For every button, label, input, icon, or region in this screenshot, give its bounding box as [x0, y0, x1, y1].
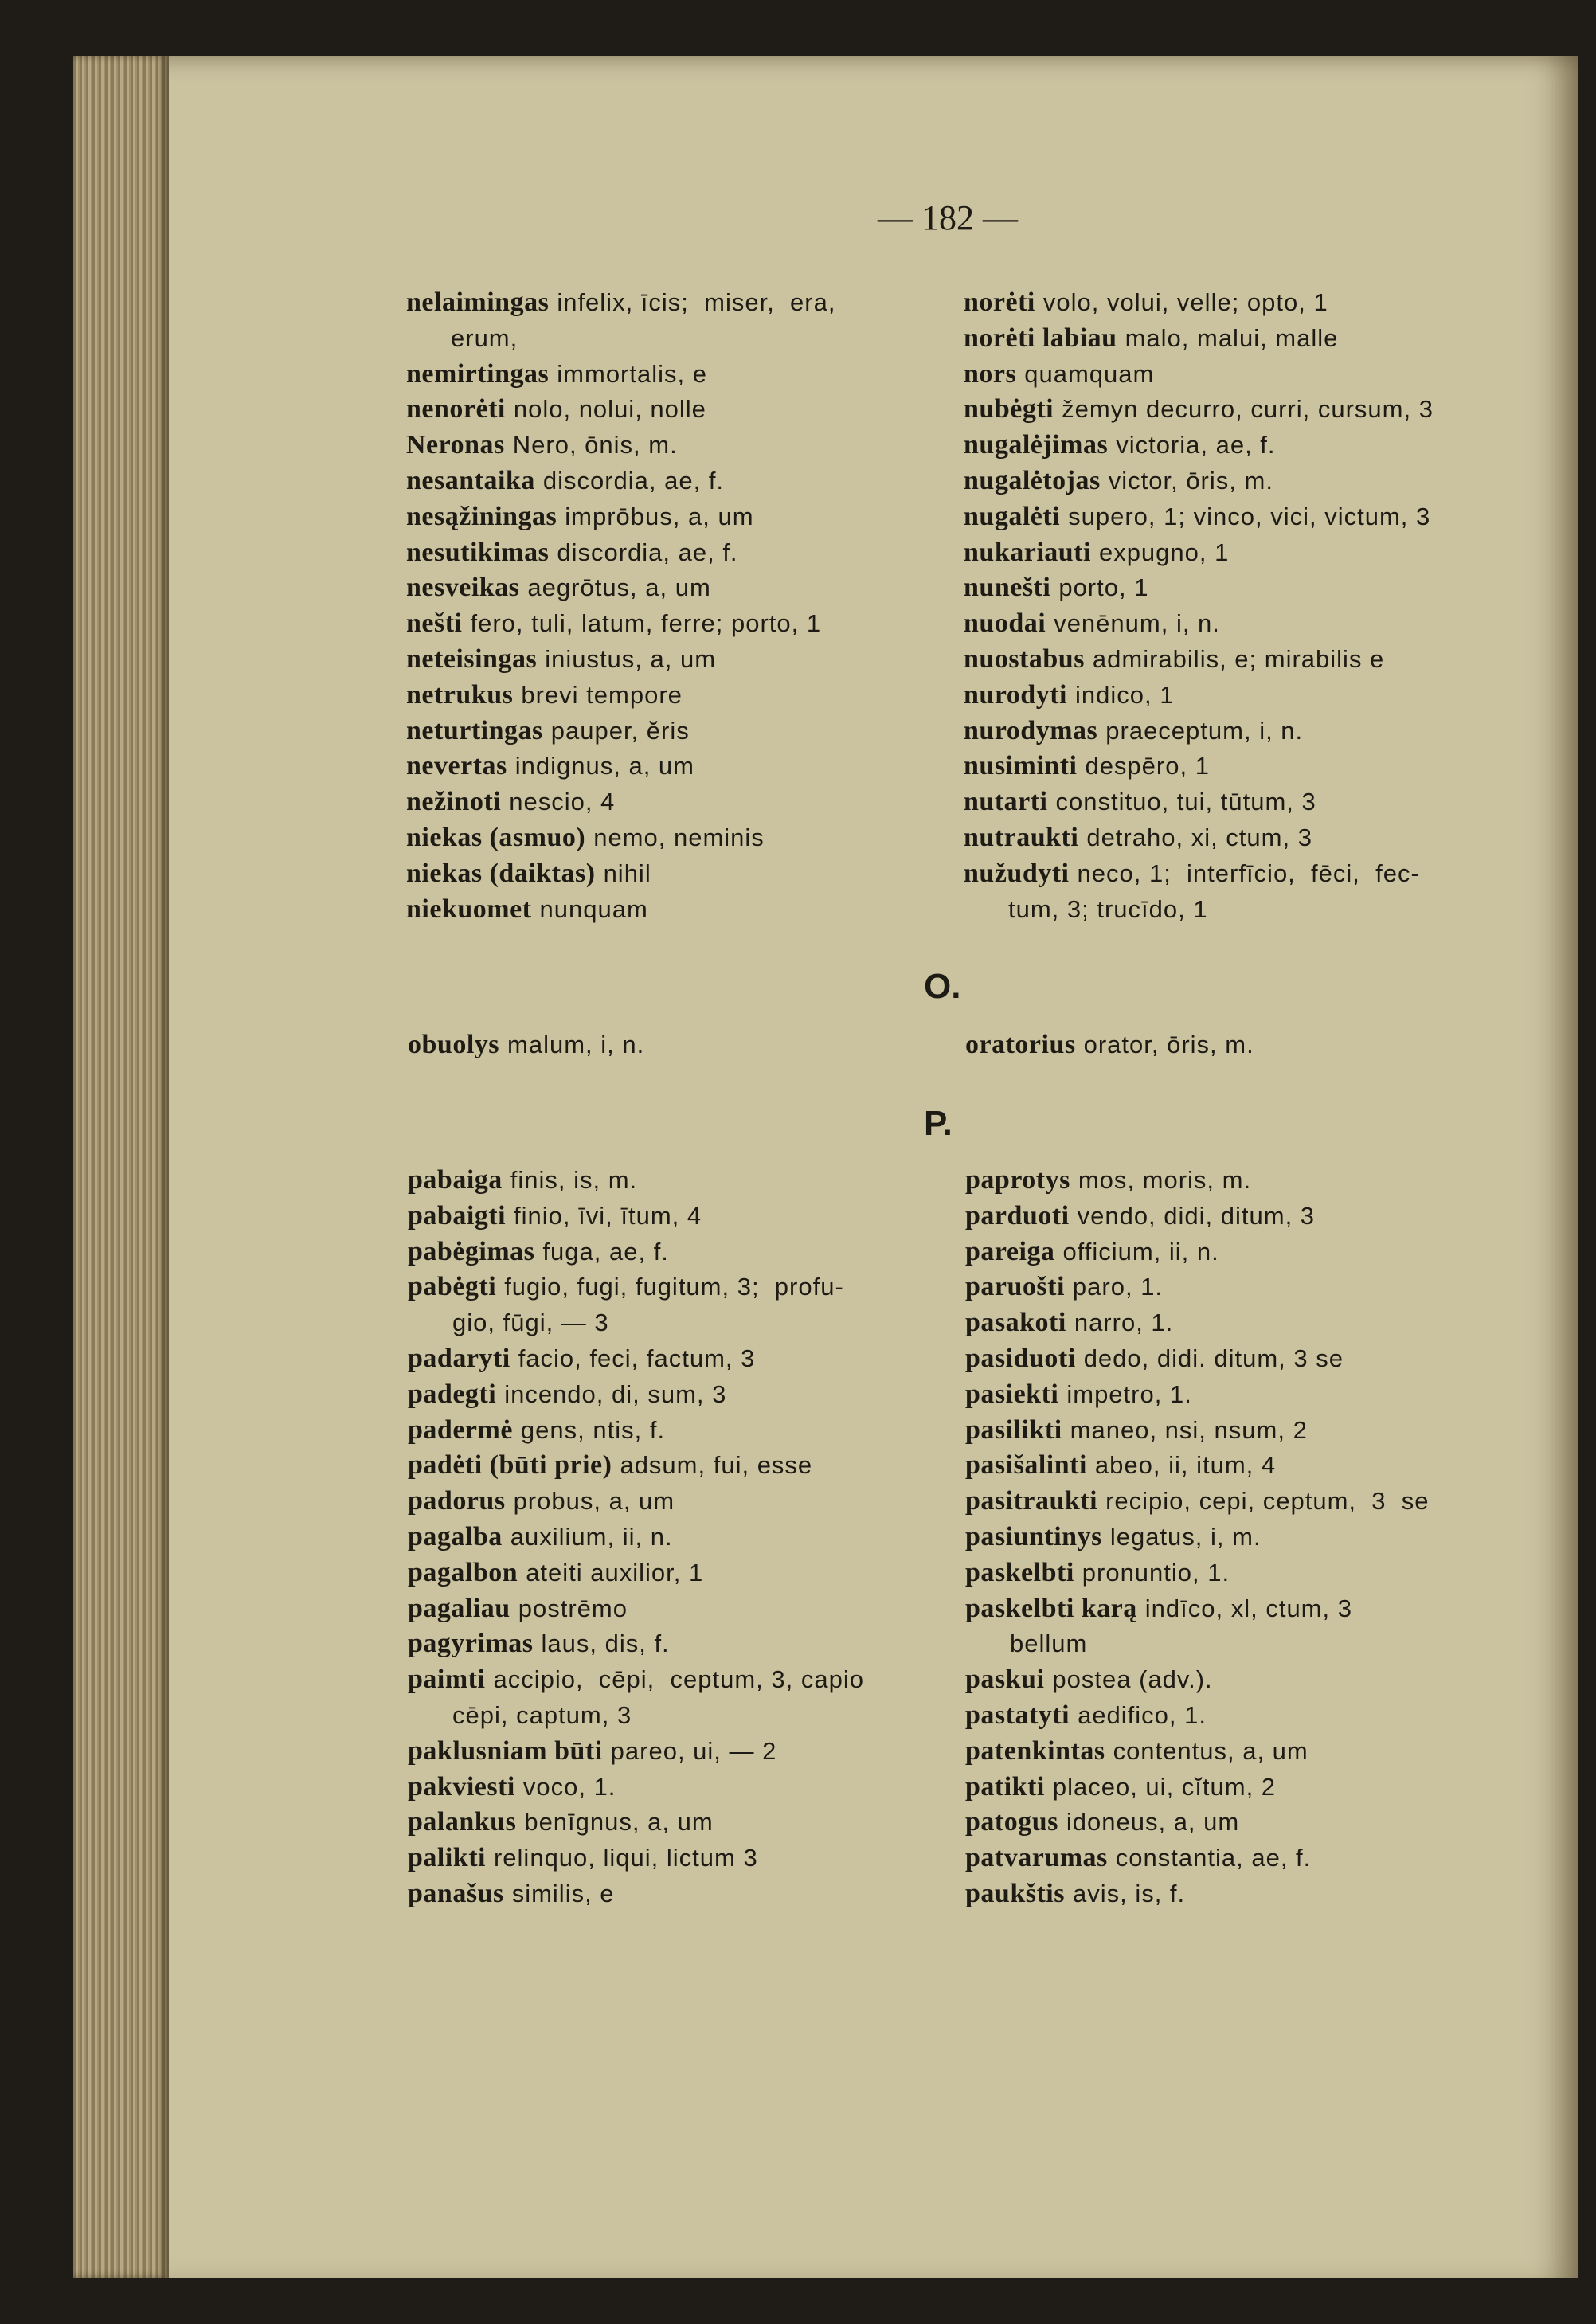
entry-definition: malo, malui, malle — [1125, 323, 1339, 352]
entry-definition: fugio, fugi, fugitum, 3; profu- — [504, 1273, 844, 1301]
dictionary-entry — [964, 464, 1434, 499]
p-entries-left — [408, 1163, 864, 1912]
entry-headword: niekas (daiktas) — [406, 858, 596, 888]
dictionary-entry — [408, 1626, 864, 1662]
dictionary-entry — [408, 1413, 864, 1449]
entry-definition: probus, a, um — [513, 1487, 675, 1516]
dictionary-entry — [965, 1805, 1429, 1841]
entry-definition: supero, 1; vinco, vici, victum, 3 — [1068, 502, 1431, 530]
o-entries-right — [965, 1027, 1254, 1063]
entry-headword: pasiduoti — [965, 1343, 1076, 1373]
entry-headword: pabaiga — [408, 1165, 503, 1195]
entry-continuation: erum, — [451, 323, 518, 352]
entry-headword: pasilikti — [965, 1414, 1062, 1445]
entry-continuation: gio, fūgi, — 3 — [452, 1309, 609, 1337]
entry-definition: facio, feci, factum, 3 — [518, 1344, 756, 1372]
entry-definition: aegrōtus, a, um — [527, 573, 711, 602]
dictionary-entry — [406, 856, 835, 892]
entry-definition: legatus, i, m. — [1109, 1522, 1262, 1551]
entry-headword: nenorėti — [406, 394, 506, 425]
entry-definition: nolo, nolui, nolle — [513, 395, 706, 424]
entry-headword: nutarti — [964, 787, 1048, 817]
entry-headword: nešti — [406, 608, 463, 639]
entry-definition: recipio, cepi, ceptum, 3 se — [1105, 1487, 1430, 1516]
entry-definition: volo, volui, velle; opto, 1 — [1042, 288, 1328, 316]
entry-definition: adsum, fui, esse — [620, 1451, 813, 1480]
dictionary-entry — [964, 285, 1434, 321]
dictionary-entry — [406, 285, 835, 321]
dictionary-entry — [406, 606, 835, 642]
entry-headword: nesveikas — [406, 573, 520, 603]
entry-definition: postea (adv.). — [1052, 1665, 1213, 1694]
dictionary-entry — [408, 1163, 864, 1199]
dictionary-entry — [408, 1662, 864, 1698]
entry-continuation: cēpi, captum, 3 — [452, 1700, 632, 1729]
dictionary-entry — [964, 606, 1434, 642]
entry-headword: paskelbti — [965, 1557, 1074, 1587]
entry-headword: paklusniam būti — [408, 1735, 603, 1766]
entry-definition: Nero, ōnis, m. — [512, 431, 678, 460]
entry-headword: padaryti — [408, 1343, 510, 1373]
dictionary-entry — [965, 1591, 1429, 1627]
entry-definition: despēro, 1 — [1085, 752, 1210, 781]
entry-headword: nesąžiningas — [406, 501, 557, 531]
dictionary-entry — [406, 749, 835, 784]
entry-definition: impetro, 1. — [1066, 1379, 1192, 1408]
entry-headword: paimti — [408, 1665, 486, 1695]
dictionary-entry — [964, 321, 1434, 357]
dictionary-entry — [965, 1448, 1429, 1484]
entry-headword: patenkintas — [965, 1735, 1105, 1766]
entry-definition: avis, is, f. — [1072, 1879, 1186, 1907]
dictionary-entry — [408, 1341, 864, 1377]
entry-headword: palankus — [408, 1807, 517, 1837]
entry-definition: detraho, xi, ctum, 3 — [1086, 823, 1312, 851]
entry-headword: pareiga — [965, 1236, 1055, 1266]
dictionary-entry — [406, 464, 835, 499]
entry-headword: nurodymas — [964, 715, 1098, 745]
entry-definition: abeo, ii, itum, 4 — [1094, 1451, 1277, 1480]
entry-headword: neturtingas — [406, 715, 543, 745]
entry-headword: pagyrimas — [408, 1629, 534, 1659]
page-edges — [73, 56, 169, 2278]
entry-headword: pasiekti — [965, 1379, 1059, 1409]
entry-definition: porto, 1 — [1058, 573, 1149, 602]
dictionary-entry — [965, 1377, 1429, 1413]
entry-definition: finio, īvi, ītum, 4 — [514, 1201, 702, 1230]
entry-headword: niekas (asmuo) — [406, 822, 586, 852]
entry-headword: nugalėjimas — [964, 430, 1109, 460]
entry-definition: gens, ntis, f. — [520, 1415, 666, 1444]
entry-definition: nunquam — [539, 894, 648, 923]
entry-headword: obuolys — [408, 1030, 499, 1059]
dictionary-entry — [408, 1520, 864, 1555]
entry-headword: paruošti — [965, 1272, 1065, 1302]
entry-definition: incendo, di, sum, 3 — [504, 1379, 727, 1408]
entry-headword: patvarumas — [965, 1843, 1108, 1873]
dictionary-entry — [408, 1199, 864, 1234]
entry-definition: maneo, nsi, nsum, 2 — [1070, 1415, 1308, 1444]
entry-headword: pabaigti — [408, 1200, 507, 1230]
dictionary-entry — [408, 1555, 864, 1591]
entry-headword: nemirtingas — [406, 358, 550, 389]
entry-definition: auxilium, ii, n. — [510, 1522, 673, 1551]
entry-headword: nunešti — [964, 573, 1051, 603]
entry-headword: padegti — [408, 1379, 497, 1409]
entry-definition: immortalis, e — [557, 359, 707, 388]
dictionary-entry — [406, 678, 835, 714]
dictionary-entry — [965, 1234, 1429, 1270]
entry-headword: pabėgti — [408, 1272, 497, 1302]
dictionary-entry — [965, 1520, 1429, 1555]
entry-headword: padermė — [408, 1414, 513, 1445]
entry-definition: accipio, cēpi, ceptum, 3, capio — [493, 1665, 864, 1694]
dictionary-entry — [408, 1841, 864, 1876]
dictionary-entry — [965, 1484, 1429, 1520]
dictionary-entry — [406, 570, 835, 606]
dictionary-entry — [965, 1876, 1429, 1912]
entry-headword: pabėgimas — [408, 1236, 535, 1266]
entry-definition: officium, ii, n. — [1062, 1237, 1219, 1266]
dictionary-entry — [964, 499, 1434, 535]
entry-headword: pastatyti — [965, 1700, 1070, 1730]
dictionary-entry — [965, 1163, 1429, 1199]
entry-headword: nugalėtojas — [964, 465, 1101, 495]
entry-definition: discordia, ae, f. — [542, 466, 725, 495]
dictionary-entry — [408, 1770, 864, 1806]
dictionary-entry — [406, 784, 835, 820]
n-entries-left — [406, 285, 835, 927]
dictionary-entry — [406, 642, 835, 678]
dictionary-entry — [965, 1841, 1429, 1876]
dictionary-entry — [964, 714, 1434, 749]
entry-definition: postrēmo — [518, 1594, 628, 1622]
entry-headword: pagalbon — [408, 1557, 518, 1587]
entry-headword: palikti — [408, 1843, 486, 1873]
entry-headword: nubėgti — [964, 394, 1054, 425]
entry-headword: pakviesti — [408, 1771, 515, 1802]
dictionary-entry — [965, 1698, 1429, 1734]
entry-definition: mos, moris, m. — [1078, 1166, 1252, 1194]
dictionary-entry — [964, 678, 1434, 714]
entry-definition: vendo, didi, ditum, 3 — [1077, 1201, 1316, 1230]
dictionary-entry — [408, 1270, 864, 1305]
entry-headword: pasitraukti — [965, 1486, 1098, 1516]
entry-headword: pasakoti — [965, 1308, 1066, 1338]
entry-headword: pasiuntinys — [965, 1521, 1102, 1551]
entry-definition: imprōbus, a, um — [565, 502, 754, 530]
entry-definition: voco, 1. — [522, 1772, 616, 1801]
entry-definition: laus, dis, f. — [541, 1630, 670, 1658]
entry-definition: venēnum, i, n. — [1054, 609, 1220, 638]
dictionary-entry — [406, 714, 835, 749]
entry-definition: dedo, didi. ditum, 3 se — [1083, 1344, 1344, 1372]
entry-definition: fero, tuli, latum, ferre; porto, 1 — [470, 609, 822, 638]
entry-continuation: tum, 3; trucīdo, 1 — [1008, 894, 1208, 923]
entry-headword: patogus — [965, 1807, 1058, 1837]
entry-definition: žemyn decurro, curri, cursum, 3 — [1062, 395, 1434, 424]
entry-headword: nevertas — [406, 751, 507, 781]
dictionary-entry — [965, 1770, 1429, 1806]
entry-definition: idoneus, a, um — [1066, 1808, 1240, 1837]
dictionary-entry — [406, 428, 835, 464]
entry-definition: orator, ōris, m. — [1083, 1031, 1254, 1058]
entry-definition: benīgnus, a, um — [524, 1808, 714, 1837]
entry-definition: paro, 1. — [1072, 1273, 1164, 1301]
entry-definition: finis, is, m. — [510, 1166, 638, 1194]
entry-headword: norėti — [964, 288, 1035, 317]
entry-headword: nutraukti — [964, 822, 1079, 852]
dictionary-entry — [964, 570, 1434, 606]
entry-definition: pronuntio, 1. — [1082, 1558, 1230, 1587]
entry-definition: indignus, a, um — [514, 752, 694, 781]
entry-headword: pagaliau — [408, 1593, 510, 1623]
dictionary-entry — [964, 856, 1434, 892]
entry-definition: brevi tempore — [521, 680, 683, 709]
entry-headword: padėti (būti prie) — [408, 1450, 612, 1481]
dictionary-entry — [406, 535, 835, 571]
entry-headword: nesutikimas — [406, 537, 550, 567]
entry-headword: nelaimingas — [406, 288, 550, 317]
entry-definition: indīco, xl, ctum, 3 — [1144, 1594, 1352, 1622]
entry-definition: placeo, ui, cĭtum, 2 — [1052, 1772, 1277, 1801]
dictionary-entry — [408, 1027, 644, 1063]
entry-definition: pauper, ĕris — [550, 716, 690, 745]
dictionary-entry — [965, 1305, 1429, 1341]
entry-definition: nihil — [603, 859, 651, 887]
dictionary-entry — [965, 1027, 1254, 1063]
entry-definition: narro, 1. — [1074, 1309, 1174, 1337]
dictionary-entry — [406, 892, 835, 928]
entry-headword: panašus — [408, 1878, 504, 1908]
entry-definition: constituo, tui, tūtum, 3 — [1055, 788, 1316, 816]
entry-headword: paskui — [965, 1665, 1045, 1695]
entry-headword: pagalba — [408, 1521, 503, 1551]
entry-definition: nemo, neminis — [593, 823, 765, 851]
entry-definition: contentus, a, um — [1113, 1736, 1308, 1765]
section-letter-p: P. — [924, 1104, 953, 1143]
entry-definition: pareo, ui, — 2 — [610, 1736, 777, 1765]
dictionary-entry — [965, 1662, 1429, 1698]
entry-definition: similis, e — [511, 1879, 615, 1907]
section-letter-o: O. — [924, 967, 961, 1006]
dictionary-entry — [408, 1377, 864, 1413]
dictionary-entry — [408, 1805, 864, 1841]
entry-definition: discordia, ae, f. — [557, 538, 738, 566]
dictionary-entry — [965, 1734, 1429, 1770]
entry-headword: paskelbti karą — [965, 1593, 1137, 1623]
dictionary-entry — [408, 1234, 864, 1270]
entry-definition: expugno, 1 — [1098, 538, 1230, 566]
dictionary-entry — [964, 535, 1434, 571]
entry-headword: nežinoti — [406, 787, 502, 817]
entry-definition: indico, 1 — [1074, 680, 1175, 709]
entry-definition: aedifico, 1. — [1078, 1700, 1207, 1729]
entry-definition: constantia, ae, f. — [1115, 1844, 1312, 1872]
dictionary-entry — [965, 1555, 1429, 1591]
entry-headword: oratorius — [965, 1030, 1076, 1059]
dictionary-entry — [408, 1448, 864, 1484]
entry-definition: iniustus, a, um — [545, 644, 717, 673]
dictionary-entry — [965, 1413, 1429, 1449]
dictionary-entry — [408, 1591, 864, 1627]
entry-headword: padorus — [408, 1486, 506, 1516]
entry-headword: netrukus — [406, 679, 514, 710]
entry-headword: patikti — [965, 1771, 1045, 1802]
dictionary-entry — [964, 820, 1434, 856]
entry-headword: nukariauti — [964, 537, 1091, 567]
entry-definition: quamquam — [1024, 359, 1155, 388]
entry-definition: ateiti auxilior, 1 — [526, 1558, 704, 1587]
page-number: — 182 — — [878, 198, 1018, 237]
entry-headword: nesantaika — [406, 465, 535, 495]
entry-headword: nurodyti — [964, 679, 1067, 710]
entry-headword: Neronas — [406, 430, 505, 460]
dictionary-entry — [964, 784, 1434, 820]
entry-definition: praeceptum, i, n. — [1105, 716, 1304, 745]
entry-headword: nužudyti — [964, 858, 1070, 888]
entry-definition: victoria, ae, f. — [1116, 431, 1276, 460]
entry-definition: neco, 1; interfīcio, fēci, fec- — [1077, 859, 1420, 887]
entry-headword: nuodai — [964, 608, 1046, 639]
entry-headword: neteisingas — [406, 644, 538, 674]
dictionary-entry — [408, 1734, 864, 1770]
entry-definition: malum, i, n. — [507, 1031, 645, 1058]
entry-headword: nugalėti — [964, 501, 1061, 531]
entry-headword: nusiminti — [964, 751, 1078, 781]
entry-continuation: bellum — [1010, 1630, 1088, 1658]
entry-headword: niekuomet — [406, 894, 532, 924]
dictionary-entry — [406, 357, 835, 393]
dictionary-entry — [964, 749, 1434, 784]
entry-definition: victor, ōris, m. — [1108, 466, 1273, 495]
entry-headword: nors — [964, 358, 1017, 389]
entry-headword: pasišalinti — [965, 1450, 1087, 1481]
dictionary-entry — [964, 392, 1434, 428]
dictionary-entry — [964, 642, 1434, 678]
entry-headword: norėti labiau — [964, 323, 1117, 353]
dictionary-entry — [965, 1199, 1429, 1234]
entry-headword: parduoti — [965, 1200, 1070, 1230]
entry-definition: admirabilis, e; mirabilis e — [1092, 644, 1385, 673]
dictionary-entry — [406, 820, 835, 856]
dictionary-entry — [965, 1270, 1429, 1305]
o-entries-left — [408, 1027, 644, 1063]
dictionary-entry — [406, 392, 835, 428]
n-entries-right — [964, 285, 1434, 927]
dictionary-entry — [408, 1876, 864, 1912]
dictionary-entry — [965, 1341, 1429, 1377]
entry-headword: nuostabus — [964, 644, 1085, 674]
entry-definition: relinquo, liqui, lictum 3 — [493, 1844, 758, 1872]
p-entries-right — [965, 1163, 1429, 1912]
entry-definition: nescio, 4 — [509, 788, 616, 816]
dictionary-entry — [964, 357, 1434, 393]
dictionary-entry — [964, 428, 1434, 464]
entry-headword: paprotys — [965, 1165, 1070, 1195]
entry-definition: fuga, ae, f. — [542, 1237, 669, 1266]
dictionary-entry — [406, 499, 835, 535]
entry-definition: infelix, īcis; miser, era, — [557, 288, 836, 316]
dictionary-entry — [408, 1484, 864, 1520]
entry-headword: paukštis — [965, 1878, 1065, 1908]
